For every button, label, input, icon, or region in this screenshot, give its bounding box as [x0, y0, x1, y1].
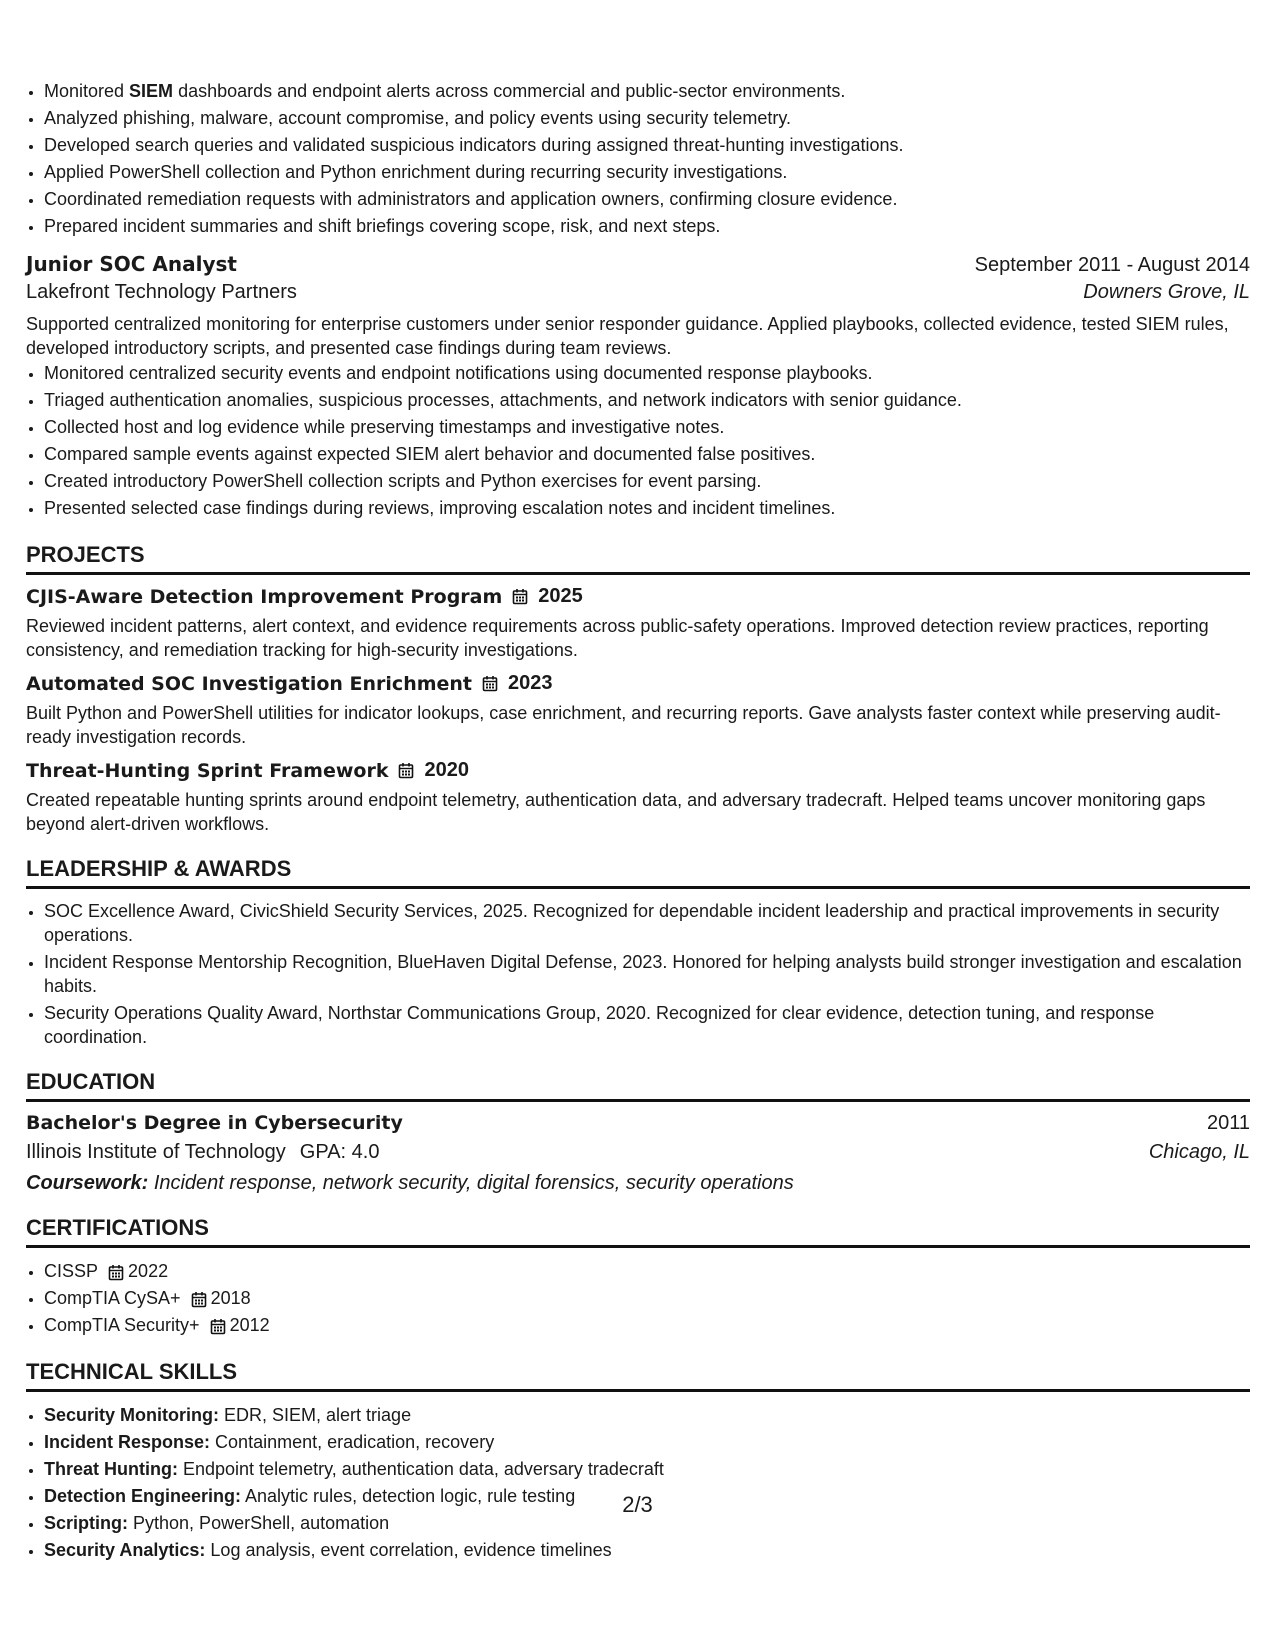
role-header	[26, 252, 1250, 277]
role-location: Downers Grove, IL	[1083, 281, 1250, 303]
certifications-list	[26, 1258, 1250, 1339]
school-name: Illinois Institute of Technology	[26, 1141, 286, 1163]
list-item	[44, 1456, 1250, 1483]
project-description: Reviewed incident patterns, alert context, and evidence requirements across public-safety operations. Improved detection review practices, reporting consistency, and remediation tracking for high-security investigations.	[26, 616, 1209, 660]
list-item: • Triaged authentication anomalies, suspicious processes, attachments, and network indicators with senior guidance.	[44, 387, 1250, 414]
calendar-icon	[482, 675, 498, 692]
cert-year: 2022	[128, 1261, 169, 1281]
list-item: • Incident Response Mentorship Recognition, BlueHaven Digital Defense, 2023. Honored for helping analysts build stronger investigation and escalation habits.	[44, 950, 1250, 998]
page-number: 2/3	[622, 1492, 653, 1517]
cert-name: CompTIA Security+	[44, 1315, 200, 1335]
section-heading-education: EDUCATION	[26, 1069, 1250, 1102]
list-item	[44, 1258, 1250, 1285]
section-heading-skills: TECHNICAL SKILLS	[26, 1359, 1250, 1392]
project-year: 2023	[508, 672, 553, 694]
section-heading-certifications: CERTIFICATIONS	[26, 1215, 1250, 1248]
role-title: Junior SOC Analyst	[26, 252, 237, 276]
awards-list	[26, 899, 1250, 1049]
cert-name: CISSP	[44, 1261, 99, 1281]
skill-value: EDR, SIEM, alert triage	[224, 1405, 412, 1425]
skill-label: Security Analytics:	[44, 1540, 206, 1560]
skill-label: Detection Engineering:	[44, 1486, 242, 1506]
prior-role-bullets	[26, 78, 1250, 240]
skill-label: Security Monitoring:	[44, 1405, 219, 1425]
calendar-icon	[191, 1291, 207, 1308]
list-item: • Prepared incident summaries and shift briefings covering scope, risk, and next steps.	[44, 213, 1250, 240]
list-item: • Developed search queries and validated suspicious indicators during assigned threat-hunting investigations.	[44, 132, 1250, 159]
list-item	[44, 1537, 1250, 1564]
skills-list	[26, 1402, 1250, 1564]
coursework-label: Coursework:	[26, 1172, 149, 1194]
role-dates: September 2011 - August 2014	[974, 254, 1250, 276]
calendar-icon	[512, 588, 528, 605]
coursework	[26, 1172, 1250, 1195]
resume-page	[26, 78, 1250, 1564]
role-subheader	[26, 281, 1250, 304]
role-summary: Supported centralized monitoring for enterprise customers under senior responder guidance. Applied playbooks, collected evidence, tested SIEM rules, developed introductory scripts, and presented case findings during team reviews.	[26, 314, 1229, 358]
skill-value: Endpoint telemetry, authentication data, adversary tradecraft	[183, 1459, 664, 1479]
list-item	[44, 1285, 1250, 1312]
list-item: • Applied PowerShell collection and Python enrichment during recurring security investigations.	[44, 159, 1250, 186]
calendar-icon	[108, 1264, 124, 1281]
education-header	[26, 1112, 1250, 1135]
list-item	[44, 1402, 1250, 1429]
section-heading-awards: LEADERSHIP & AWARDS	[26, 856, 1250, 889]
list-item: • Compared sample events against expected SIEM alert behavior and documented false positives.	[44, 441, 1250, 468]
calendar-icon	[210, 1318, 226, 1335]
cert-year: 2012	[229, 1315, 270, 1335]
section-heading-projects: PROJECTS	[26, 542, 1250, 575]
project-description: Created repeatable hunting sprints around endpoint telemetry, authentication data, and adversary tradecraft. Helped teams uncover monitoring gaps beyond alert-driven workflows.	[26, 790, 1206, 834]
project-item	[26, 759, 1250, 836]
list-item: • Presented selected case findings during reviews, improving escalation notes and incident timelines.	[44, 495, 1250, 522]
list-item: • Monitored SIEM dashboards and endpoint alerts across commercial and public-sector environments.	[44, 78, 1250, 105]
project-item	[26, 672, 1250, 749]
list-item: • Monitored centralized security events and endpoint notifications using documented response playbooks.	[44, 360, 1250, 387]
calendar-icon	[398, 762, 414, 779]
project-year: 2025	[538, 585, 583, 607]
project-title: Automated SOC Investigation Enrichment	[26, 672, 473, 695]
project-item	[26, 585, 1250, 662]
project-year: 2020	[424, 759, 469, 781]
list-item	[44, 1429, 1250, 1456]
degree-year: 2011	[1206, 1112, 1250, 1134]
list-item	[44, 1312, 1250, 1339]
list-item: • Security Operations Quality Award, Northstar Communications Group, 2020. Recognized for clear evidence, detection tuning, and response coordination.	[44, 1001, 1250, 1049]
cert-name: CompTIA CySA+	[44, 1288, 181, 1308]
list-item: • Analyzed phishing, malware, account compromise, and policy events using security telemetry.	[44, 105, 1250, 132]
list-item: • SOC Excellence Award, CivicShield Security Services, 2025. Recognized for dependable incident leadership and practical improvements in security operations.	[44, 899, 1250, 947]
skill-value: Containment, eradication, recovery	[215, 1432, 495, 1452]
company-name: Lakefront Technology Partners	[26, 281, 297, 303]
project-title: CJIS-Aware Detection Improvement Program	[26, 585, 503, 608]
skill-label: Threat Hunting:	[44, 1459, 178, 1479]
degree-title: Bachelor's Degree in Cybersecurity	[26, 1112, 403, 1134]
skill-value: Analytic rules, detection logic, rule testing	[245, 1486, 576, 1506]
cert-year: 2018	[210, 1288, 251, 1308]
school-location: Chicago, IL	[1148, 1141, 1250, 1163]
skill-label: Scripting:	[44, 1513, 128, 1533]
coursework-value: Incident response, network security, digital forensics, security operations	[153, 1172, 794, 1194]
list-item: • Collected host and log evidence while preserving timestamps and investigative notes.	[44, 414, 1250, 441]
project-description: Built Python and PowerShell utilities for indicator lookups, case enrichment, and recurring reports. Gave analysts faster context while preserving audit-ready investigation records.	[26, 703, 1221, 747]
skill-label: Incident Response:	[44, 1432, 211, 1452]
gpa: GPA: 4.0	[299, 1141, 380, 1163]
project-title: Threat-Hunting Sprint Framework	[26, 759, 389, 782]
list-item: • Created introductory PowerShell collection scripts and Python exercises for event parsing.	[44, 468, 1250, 495]
list-item: • Coordinated remediation requests with administrators and application owners, confirming closure evidence.	[44, 186, 1250, 213]
education-subheader	[26, 1141, 1250, 1164]
role-bullets	[26, 360, 1250, 522]
skill-value: Python, PowerShell, automation	[133, 1513, 390, 1533]
skill-value: Log analysis, event correlation, evidence timelines	[210, 1540, 612, 1560]
